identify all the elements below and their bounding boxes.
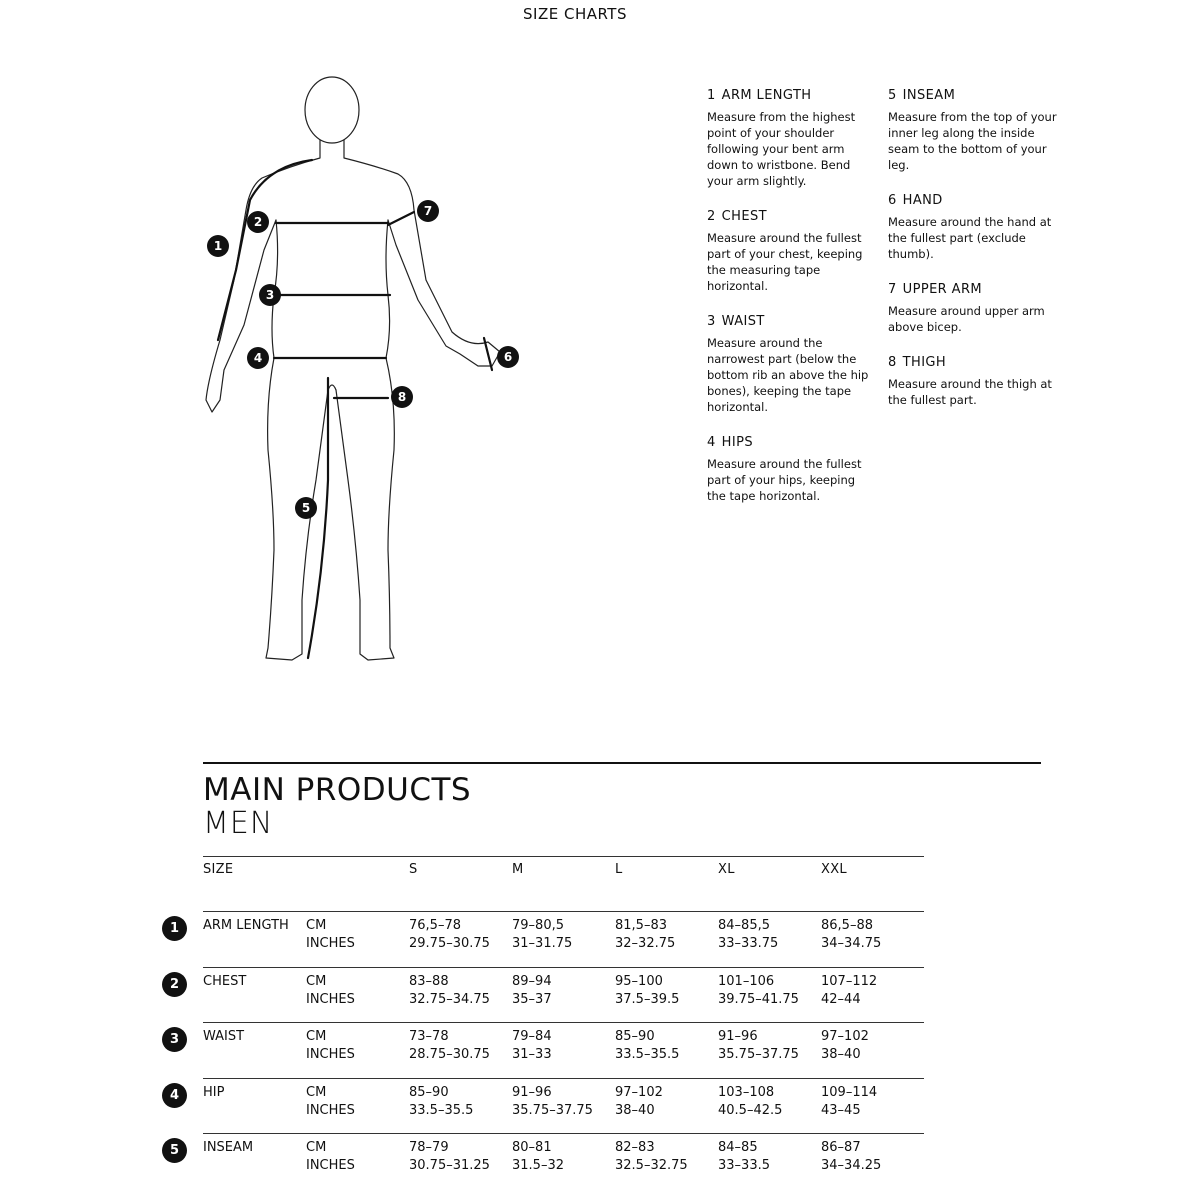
- legend-column-right: [888, 88, 1058, 428]
- inches-value-cell: 38–40: [821, 1047, 861, 1062]
- measurement-label: INSEAM: [203, 1140, 254, 1155]
- cm-value-cell: 73–78: [409, 1029, 449, 1044]
- svg-text:5: 5: [301, 501, 311, 515]
- inches-value-cell: 40.5–42.5: [718, 1103, 783, 1118]
- badge-8: [391, 386, 413, 408]
- legend-description: Measure around upper arm above bicep.: [888, 304, 1045, 334]
- inches-value-cell: 39.75–41.75: [718, 992, 799, 1007]
- unit-cm-label: CM: [306, 1029, 327, 1044]
- legend-description: Measure from the top of your inner leg along the inside seam to the bottom of your leg.: [888, 110, 1057, 172]
- cm-value-cell: 84–85,5: [718, 918, 770, 933]
- cm-value-cell: 97–102: [615, 1085, 663, 1100]
- inches-value-cell: 31–33: [512, 1047, 552, 1062]
- hand-line: [484, 338, 492, 370]
- size-header-m: M: [512, 862, 524, 877]
- measurement-label: HIP: [203, 1085, 225, 1100]
- body-outline: [190, 70, 550, 670]
- cm-value-cell: 91–96: [512, 1085, 552, 1100]
- inches-value-cell: 29.75–30.75: [409, 936, 490, 951]
- legend-title: THIGH: [902, 355, 947, 370]
- inches-value-cell: 35.75–37.75: [718, 1047, 799, 1062]
- legend-title: HIPS: [721, 435, 753, 450]
- row-divider: [203, 967, 924, 968]
- legend-description: Measure around the hand at the fullest part (exclude thumb).: [888, 215, 1052, 261]
- legend-number: 5: [888, 88, 897, 103]
- inches-value-cell: 30.75–31.25: [409, 1158, 490, 1173]
- badge-3: [259, 284, 281, 306]
- legend-item-waist: [707, 314, 877, 415]
- body-measurement-figure: [190, 70, 550, 670]
- cm-value-cell: 79–80,5: [512, 918, 564, 933]
- row-number-badge: 2: [162, 972, 187, 997]
- legend-number: 2: [707, 209, 716, 224]
- legend-number: 7: [888, 282, 897, 297]
- cm-value-cell: 86,5–88: [821, 918, 873, 933]
- legend-title: WAIST: [721, 314, 765, 329]
- inseam-line: [308, 378, 328, 658]
- badge-2: [247, 211, 269, 233]
- unit-cm-label: CM: [306, 1085, 327, 1100]
- badge-4: [247, 347, 269, 369]
- cm-value-cell: 107–112: [821, 974, 878, 989]
- row-divider: [203, 1078, 924, 1079]
- legend-title: ARM LENGTH: [721, 88, 812, 103]
- legend-item-hips: [707, 435, 877, 504]
- legend-number: 8: [888, 355, 897, 370]
- inches-value-cell: 31–31.75: [512, 936, 573, 951]
- cm-value-cell: 76,5–78: [409, 918, 461, 933]
- legend-number: 4: [707, 435, 716, 450]
- row-divider: [203, 1022, 924, 1023]
- badge-1: [207, 235, 229, 257]
- unit-inches-label: INCHES: [306, 1047, 355, 1062]
- inches-value-cell: 35–37: [512, 992, 552, 1007]
- svg-text:3: 3: [265, 288, 275, 302]
- legend-number: 1: [707, 88, 716, 103]
- inches-value-cell: 38–40: [615, 1103, 655, 1118]
- inches-value-cell: 35.75–37.75: [512, 1103, 593, 1118]
- cm-value-cell: 83–88: [409, 974, 449, 989]
- cm-value-cell: 97–102: [821, 1029, 869, 1044]
- cm-value-cell: 85–90: [409, 1085, 449, 1100]
- unit-cm-label: CM: [306, 918, 327, 933]
- inches-value-cell: 43–45: [821, 1103, 861, 1118]
- svg-text:7: 7: [423, 204, 433, 218]
- legend-title: UPPER ARM: [902, 282, 982, 297]
- badge-5: [295, 497, 317, 519]
- row-number-badge: 5: [162, 1138, 187, 1163]
- inches-value-cell: 28.75–30.75: [409, 1047, 490, 1062]
- legend-description: Measure around the narrowest part (below the bottom rib an above the hip bones), keeping the tape horizontal.: [707, 336, 869, 414]
- measurement-label: ARM LENGTH: [203, 918, 289, 933]
- inches-value-cell: 32–32.75: [615, 936, 676, 951]
- row-divider: [203, 1133, 924, 1134]
- legend-title: CHEST: [721, 209, 767, 224]
- unit-inches-label: INCHES: [306, 1103, 355, 1118]
- cm-value-cell: 101–106: [718, 974, 775, 989]
- legend-item-arm-length: [707, 88, 877, 189]
- unit-inches-label: INCHES: [306, 1158, 355, 1173]
- size-column-header: SIZE: [203, 862, 234, 877]
- inches-value-cell: 33.5–35.5: [615, 1047, 680, 1062]
- section-title: MAIN PRODUCTS: [203, 772, 472, 808]
- legend-description: Measure around the fullest part of your hips, keeping the tape horizontal.: [707, 457, 862, 503]
- row-number-badge: 3: [162, 1027, 187, 1052]
- measurement-label: CHEST: [203, 974, 247, 989]
- size-header-xxl: XXL: [821, 862, 847, 877]
- table-header-divider: [203, 856, 924, 857]
- unit-cm-label: CM: [306, 1140, 327, 1155]
- section-subtitle: MEN: [203, 806, 274, 841]
- svg-text:8: 8: [397, 390, 407, 404]
- row-number-badge: 1: [162, 916, 187, 941]
- cm-value-cell: 95–100: [615, 974, 663, 989]
- legend-title: HAND: [902, 193, 943, 208]
- cm-value-cell: 109–114: [821, 1085, 878, 1100]
- row-divider: [203, 911, 924, 912]
- legend-item-hand: [888, 193, 1058, 262]
- cm-value-cell: 86–87: [821, 1140, 861, 1155]
- badge-6: [497, 346, 519, 368]
- legend-item-chest: [707, 209, 877, 294]
- cm-value-cell: 91–96: [718, 1029, 758, 1044]
- inches-value-cell: 32.5–32.75: [615, 1158, 688, 1173]
- inches-value-cell: 32.75–34.75: [409, 992, 490, 1007]
- svg-text:1: 1: [213, 239, 223, 253]
- legend-column-left: [707, 88, 877, 524]
- legend-description: Measure from the highest point of your shoulder following your bent arm down to wristbone. Bend your arm slightly.: [707, 110, 856, 188]
- legend-item-thigh: [888, 355, 1058, 408]
- badge-7: [417, 200, 439, 222]
- cm-value-cell: 82–83: [615, 1140, 655, 1155]
- cm-value-cell: 81,5–83: [615, 918, 667, 933]
- inches-value-cell: 31.5–32: [512, 1158, 564, 1173]
- cm-value-cell: 103–108: [718, 1085, 775, 1100]
- size-header-s: S: [409, 862, 418, 877]
- unit-inches-label: INCHES: [306, 992, 355, 1007]
- row-number-badge: 4: [162, 1083, 187, 1108]
- legend-item-upper-arm: [888, 282, 1058, 335]
- cm-value-cell: 84–85: [718, 1140, 758, 1155]
- inches-value-cell: 33–33.75: [718, 936, 779, 951]
- inches-value-cell: 33.5–35.5: [409, 1103, 474, 1118]
- cm-value-cell: 89–94: [512, 974, 552, 989]
- cm-value-cell: 80–81: [512, 1140, 552, 1155]
- arm-length-line: [218, 160, 312, 340]
- legend-description: Measure around the thigh at the fullest part.: [888, 377, 1052, 407]
- svg-text:4: 4: [253, 351, 263, 365]
- size-header-xl: XL: [718, 862, 735, 877]
- page-title: SIZE CHARTS: [523, 5, 627, 23]
- cm-value-cell: 78–79: [409, 1140, 449, 1155]
- cm-value-cell: 79–84: [512, 1029, 552, 1044]
- measurement-label: WAIST: [203, 1029, 245, 1044]
- svg-text:6: 6: [503, 350, 513, 364]
- legend-item-inseam: [888, 88, 1058, 173]
- upper-arm-line: [388, 212, 414, 225]
- legend-description: Measure around the fullest part of your chest, keeping the measuring tape horizontal.: [707, 231, 863, 293]
- inches-value-cell: 37.5–39.5: [615, 992, 680, 1007]
- size-header-l: L: [615, 862, 623, 877]
- cm-value-cell: 85–90: [615, 1029, 655, 1044]
- section-divider: [203, 762, 1041, 764]
- legend-title: INSEAM: [902, 88, 956, 103]
- unit-cm-label: CM: [306, 974, 327, 989]
- legend-number: 3: [707, 314, 716, 329]
- inches-value-cell: 34–34.25: [821, 1158, 882, 1173]
- unit-inches-label: INCHES: [306, 936, 355, 951]
- inches-value-cell: 34–34.75: [821, 936, 882, 951]
- inches-value-cell: 33–33.5: [718, 1158, 770, 1173]
- inches-value-cell: 42–44: [821, 992, 861, 1007]
- legend-number: 6: [888, 193, 897, 208]
- svg-text:2: 2: [253, 215, 263, 229]
